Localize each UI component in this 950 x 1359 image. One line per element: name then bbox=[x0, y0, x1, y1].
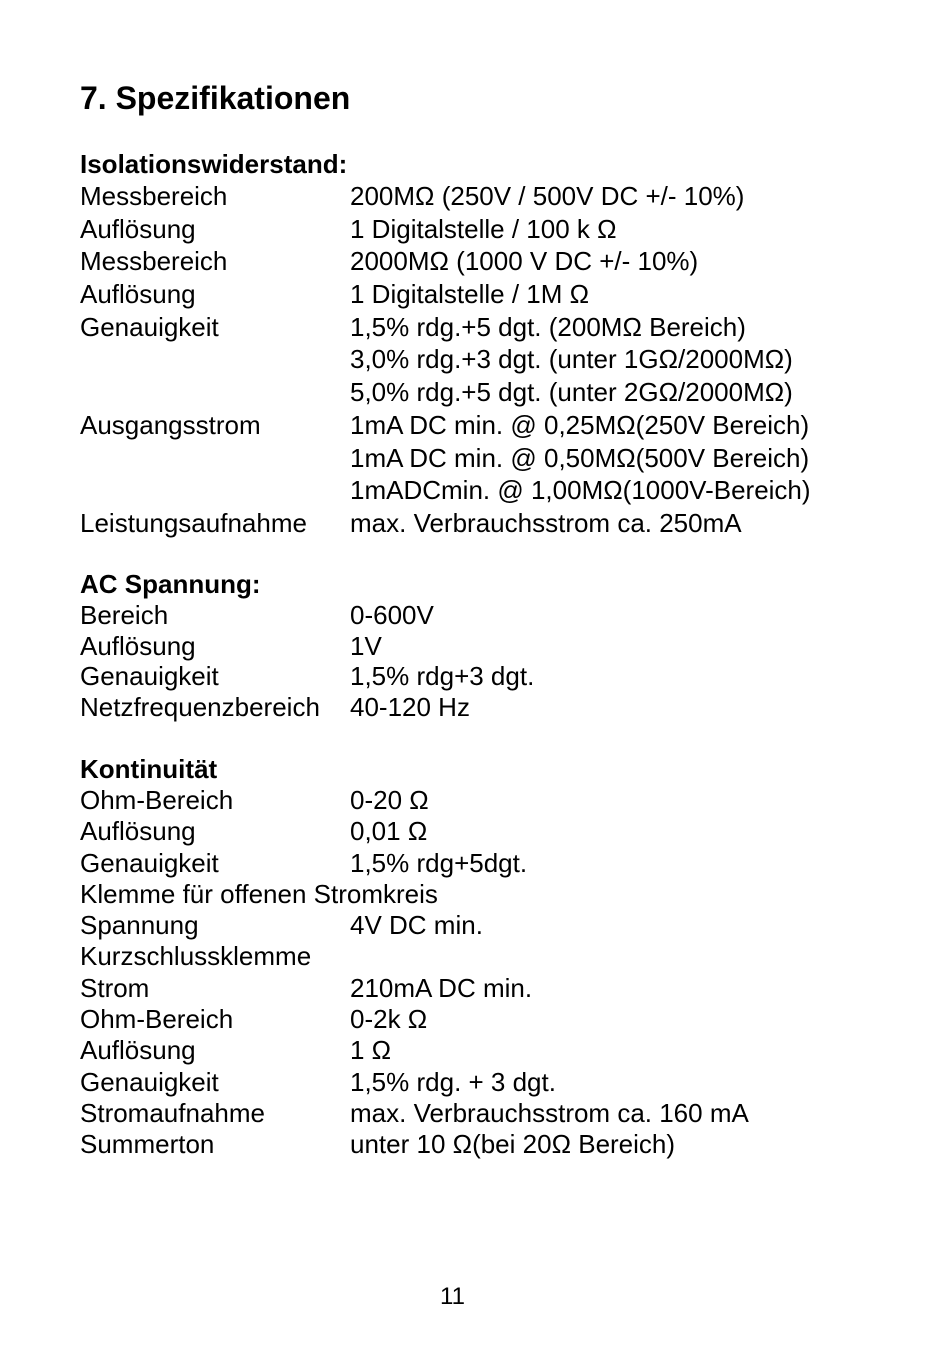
spec-value: 0,01 Ω bbox=[350, 816, 428, 847]
spec-label: Auflösung bbox=[80, 1035, 196, 1066]
section-heading: Isolationswiderstand: bbox=[80, 149, 348, 179]
section-kontinuitaet bbox=[80, 753, 900, 1161]
spec-row bbox=[80, 910, 900, 941]
spec-label: Genauigkeit bbox=[80, 661, 219, 691]
spec-row bbox=[80, 848, 900, 879]
spec-label: Auflösung bbox=[80, 630, 196, 661]
spec-row bbox=[80, 311, 900, 344]
spec-value: 4V DC min. bbox=[350, 910, 483, 941]
section-heading: AC Spannung: bbox=[80, 569, 261, 599]
spec-label: Ohm-Bereich bbox=[80, 785, 234, 815]
spec-row bbox=[80, 376, 900, 409]
spec-label: Genauigkeit bbox=[80, 311, 219, 342]
section-ac-spannung bbox=[80, 568, 900, 722]
spec-value: max. Verbrauchsstrom ca. 160 mA bbox=[350, 1097, 749, 1128]
spec-label: Kurzschlussklemme bbox=[80, 941, 312, 972]
spec-row bbox=[80, 278, 900, 311]
spec-label: Ohm-Bereich bbox=[80, 1004, 234, 1035]
spec-value: 1 Digitalstelle / 100 k Ω bbox=[350, 213, 617, 244]
spec-row bbox=[80, 661, 900, 692]
section-heading: Kontinuität bbox=[80, 754, 218, 784]
spec-value: max. Verbrauchsstrom ca. 250mA bbox=[350, 507, 742, 538]
spec-value: 0-2k Ω bbox=[350, 1004, 428, 1035]
spec-label: Genauigkeit bbox=[80, 847, 219, 878]
spec-label: Messbereich bbox=[80, 246, 228, 277]
spec-value: 1mADCmin. @ 1,00MΩ(1000V-Bereich) bbox=[350, 475, 811, 506]
spec-row bbox=[80, 474, 900, 507]
spec-label: Strom bbox=[80, 972, 150, 1003]
spec-row bbox=[80, 785, 900, 816]
spec-label: Genauigkeit bbox=[80, 1066, 219, 1097]
section-isolationswiderstand bbox=[80, 148, 900, 540]
spec-label: Auflösung bbox=[80, 213, 196, 244]
spec-row bbox=[80, 1129, 900, 1160]
spec-value: 1,5% rdg+3 dgt. bbox=[350, 661, 535, 691]
spec-label: Netzfrequenzbereich bbox=[80, 691, 320, 722]
spec-value: 210mA DC min. bbox=[350, 972, 533, 1003]
spec-value: 200MΩ (250V / 500V DC +/- 10%) bbox=[350, 181, 745, 211]
spec-row bbox=[80, 213, 900, 246]
spec-label: Auflösung bbox=[80, 816, 196, 847]
spec-value: 1,5% rdg+5dgt. bbox=[350, 847, 528, 878]
spec-row bbox=[80, 180, 900, 213]
spec-value: 0-20 Ω bbox=[350, 785, 429, 815]
spec-row bbox=[80, 600, 900, 631]
spec-label: Leistungsaufnahme bbox=[80, 507, 307, 538]
spec-row bbox=[80, 1004, 900, 1035]
spec-row bbox=[80, 442, 900, 475]
spec-value: unter 10 Ω(bei 20Ω Bereich) bbox=[350, 1129, 676, 1160]
page-number: 11 bbox=[440, 1283, 465, 1310]
spec-value: 5,0% rdg.+5 dgt. (unter 2GΩ/2000MΩ) bbox=[350, 377, 793, 408]
spec-label: Klemme für offenen Stromkreis bbox=[80, 878, 438, 909]
spec-row bbox=[80, 343, 900, 376]
spec-label: Summerton bbox=[80, 1129, 215, 1160]
spec-row bbox=[80, 973, 900, 1004]
spec-row bbox=[80, 1035, 900, 1066]
page-title: 7. Spezifikationen bbox=[80, 80, 351, 116]
spec-row bbox=[80, 879, 900, 910]
spec-value: 1 Ω bbox=[350, 1035, 392, 1066]
spec-label: Ausgangsstrom bbox=[80, 409, 261, 440]
spec-value: 1 Digitalstelle / 1M Ω bbox=[350, 279, 590, 310]
spec-value: 1mA DC min. @ 0,50MΩ(500V Bereich) bbox=[350, 442, 810, 473]
spec-row bbox=[80, 631, 900, 662]
spec-value: 40-120 Hz bbox=[350, 691, 470, 722]
spec-value: 1mA DC min. @ 0,25MΩ(250V Bereich) bbox=[350, 409, 810, 440]
spec-label: Messbereich bbox=[80, 181, 228, 211]
spec-label: Bereich bbox=[80, 600, 169, 630]
spec-value: 1,5% rdg.+5 dgt. (200MΩ Bereich) bbox=[350, 311, 746, 342]
spec-value: 0-600V bbox=[350, 600, 434, 630]
spec-row bbox=[80, 409, 900, 442]
spec-row bbox=[80, 816, 900, 847]
spec-row bbox=[80, 1098, 900, 1129]
spec-label: Stromaufnahme bbox=[80, 1097, 265, 1128]
spec-value: 1,5% rdg. + 3 dgt. bbox=[350, 1066, 556, 1097]
spec-row bbox=[80, 692, 900, 723]
spec-value: 2000MΩ (1000 V DC +/- 10%) bbox=[350, 246, 699, 277]
spec-row bbox=[80, 941, 900, 972]
spec-row bbox=[80, 507, 900, 540]
spec-row bbox=[80, 1067, 900, 1098]
spec-row bbox=[80, 245, 900, 278]
spec-value: 3,0% rdg.+3 dgt. (unter 1GΩ/2000MΩ) bbox=[350, 344, 793, 375]
spec-value: 1V bbox=[350, 630, 382, 661]
spec-label: Auflösung bbox=[80, 279, 196, 310]
spec-label: Spannung bbox=[80, 910, 199, 941]
